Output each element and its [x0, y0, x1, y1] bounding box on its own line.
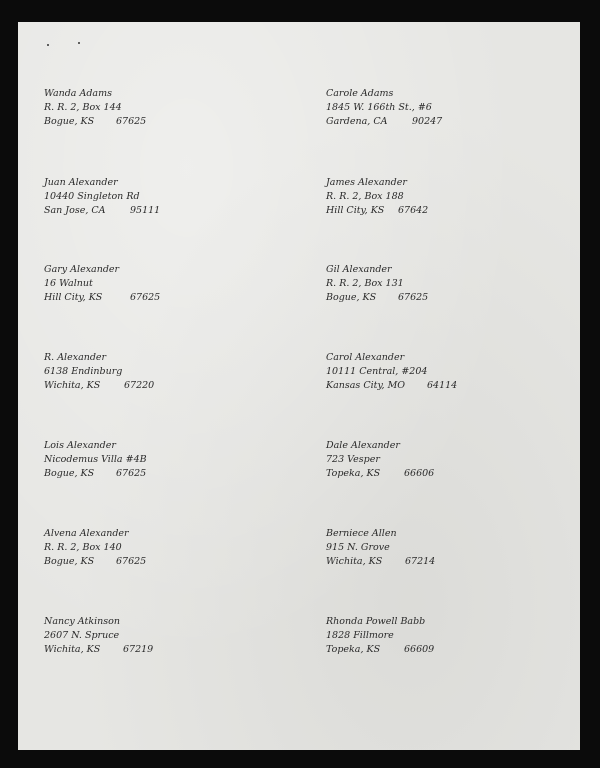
- label-city-zip: [44, 379, 155, 393]
- label-street: R. R. 2, Box 131: [326, 278, 404, 289]
- label-city: Topeka, KS: [326, 644, 381, 655]
- label-city: Hill City, KS: [326, 205, 385, 216]
- label-city-zip: [44, 467, 147, 481]
- label-city: Bogue, KS: [44, 468, 95, 479]
- label-city: Topeka, KS: [326, 468, 381, 479]
- address-label: [44, 615, 154, 657]
- label-street: 915 N. Grove: [326, 542, 390, 553]
- label-zip: 67625: [398, 292, 429, 303]
- label-city: Kansas City, MO: [326, 380, 406, 391]
- label-city-zip: [44, 555, 147, 569]
- label-name: Wanda Adams: [44, 88, 112, 99]
- label-name: Juan Alexander: [44, 177, 118, 188]
- label-name: Carol Alexander: [326, 352, 405, 363]
- address-label: [44, 439, 147, 481]
- label-zip: 66606: [404, 468, 435, 479]
- address-label: [326, 87, 443, 129]
- label-city: Wichita, KS: [326, 556, 383, 567]
- label-city-zip: [326, 291, 429, 305]
- label-city-zip: [326, 467, 435, 481]
- address-label-sheet: [18, 22, 580, 750]
- address-label: [326, 615, 435, 657]
- label-name: Lois Alexander: [44, 440, 116, 451]
- label-zip: 67214: [405, 556, 436, 567]
- label-street: R. R. 2, Box 144: [44, 102, 122, 113]
- label-city: Bogue, KS: [44, 116, 95, 127]
- label-street: 16 Walnut: [44, 278, 93, 289]
- label-zip: 64114: [427, 380, 458, 391]
- label-city-zip: [326, 115, 443, 129]
- address-label: [326, 176, 429, 218]
- label-zip: 67642: [398, 205, 429, 216]
- label-city-zip: [326, 555, 436, 569]
- speck-mark: [47, 44, 49, 46]
- label-street: R. R. 2, Box 140: [44, 542, 122, 553]
- label-name: Berniece Allen: [326, 528, 397, 539]
- label-name: Gil Alexander: [326, 264, 392, 275]
- label-street: 6138 Endinburg: [44, 366, 123, 377]
- label-city: Gardena, CA: [326, 116, 388, 127]
- speck-mark: [78, 42, 80, 44]
- label-zip: 66609: [404, 644, 435, 655]
- address-label: [44, 176, 161, 218]
- label-city-zip: [44, 115, 147, 129]
- label-zip: 95111: [130, 205, 161, 216]
- label-name: Gary Alexander: [44, 264, 120, 275]
- label-city: Bogue, KS: [44, 556, 95, 567]
- label-name: James Alexander: [326, 177, 407, 188]
- label-city: Bogue, KS: [326, 292, 377, 303]
- label-street: 2607 N. Spruce: [44, 630, 120, 641]
- label-street: 1828 Fillmore: [326, 630, 394, 641]
- label-city: Wichita, KS: [44, 644, 101, 655]
- label-name: Carole Adams: [326, 88, 394, 99]
- label-city-zip: [326, 643, 435, 657]
- label-zip: 67625: [116, 468, 147, 479]
- label-street: R. R. 2, Box 188: [326, 191, 404, 202]
- label-name: Dale Alexander: [326, 440, 400, 451]
- label-city-zip: [326, 204, 429, 218]
- label-street: 1845 W. 166th St., #6: [326, 102, 432, 113]
- address-label: [44, 351, 155, 393]
- address-label: [44, 263, 161, 305]
- address-label: [326, 351, 458, 393]
- address-label: [44, 87, 147, 129]
- label-city: Wichita, KS: [44, 380, 101, 391]
- label-city-zip: [44, 291, 161, 305]
- label-city: Hill City, KS: [44, 292, 103, 303]
- address-label: [326, 263, 429, 305]
- address-label: [326, 527, 436, 569]
- address-label: [44, 527, 147, 569]
- label-name: Rhonda Powell Babb: [326, 616, 426, 627]
- label-city-zip: [326, 379, 458, 393]
- label-zip: 67219: [123, 644, 154, 655]
- address-label: [326, 439, 435, 481]
- label-street: 10111 Central, #204: [326, 366, 428, 377]
- label-zip: 67625: [130, 292, 161, 303]
- label-street: 723 Vesper: [326, 454, 380, 465]
- label-zip: 67625: [116, 556, 147, 567]
- label-name: Nancy Atkinson: [44, 616, 120, 627]
- label-name: Alvena Alexander: [44, 528, 129, 539]
- label-city-zip: [44, 204, 161, 218]
- label-zip: 67220: [124, 380, 155, 391]
- label-zip: 90247: [412, 116, 443, 127]
- label-street: Nicodemus Villa #4B: [44, 454, 147, 465]
- label-city-zip: [44, 643, 154, 657]
- label-zip: 67625: [116, 116, 147, 127]
- label-street: 10440 Singleton Rd: [44, 191, 140, 202]
- label-name: R. Alexander: [44, 352, 107, 363]
- label-city: San Jose, CA: [44, 205, 106, 216]
